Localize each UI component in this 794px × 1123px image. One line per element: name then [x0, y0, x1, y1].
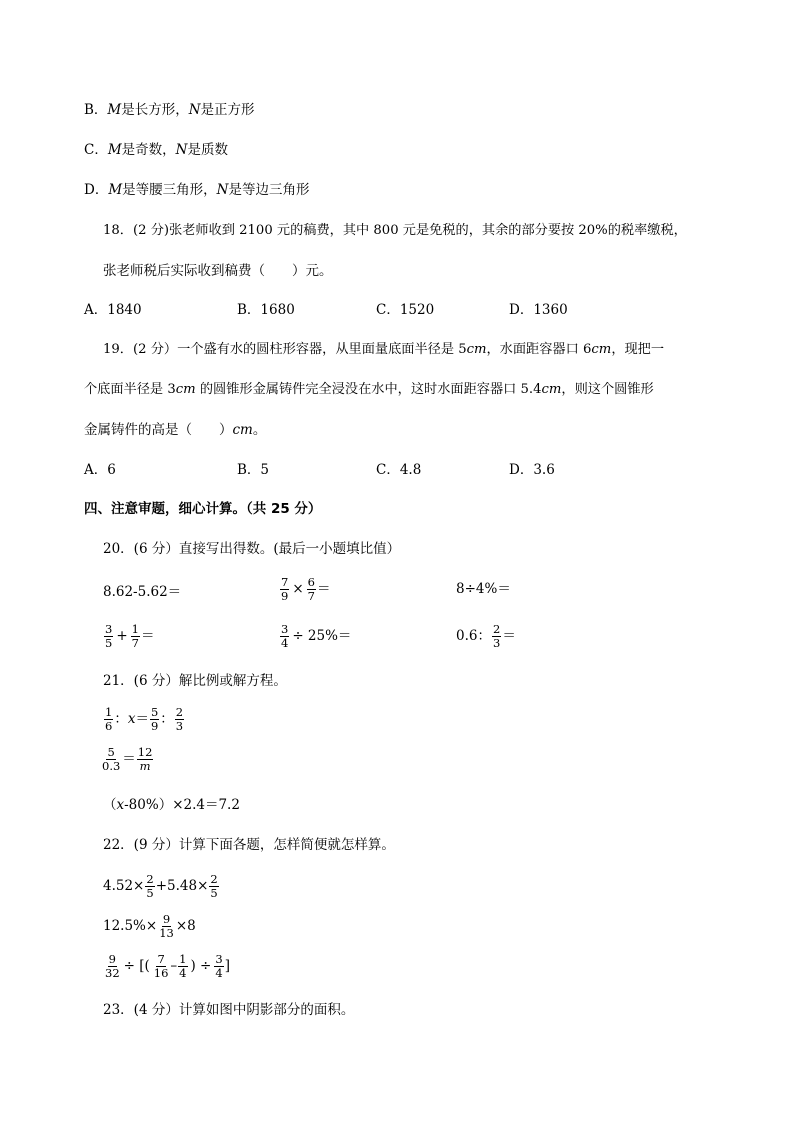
q21-title: 21．(6 分）解比例或解方程。 — [103, 673, 287, 689]
q20-expr-6: 0.6： $\frac{2}{3}$ ＝ — [456, 622, 516, 650]
q21-expr-3: （x-80%）×2.4＝7.2 — [103, 797, 240, 813]
q18-option-b: B．1680 — [237, 302, 295, 318]
q17-option-b: B．M是长方形，N是正方形 — [84, 102, 255, 118]
q18-option-d: D．1360 — [509, 302, 568, 318]
q20-expr-1: 8.62-5.62＝ — [103, 584, 182, 600]
q22-expr-2: 12.5%× $\frac{9}{13}$ ×8 — [103, 912, 196, 940]
q21-expr-1: $\frac{1}{6}$ ：x＝ $\frac{5}{9}$ ： $\frac{2}{3}$ — [105, 705, 184, 733]
section-four-title: 四、注意审题，细心计算。（共 25 分） — [84, 501, 322, 517]
q20-expr-4: $\frac{3}{5}$ + $\frac{1}{7}$ ＝ — [105, 622, 155, 650]
q18-stem-line1: 18．(2 分)张老师收到 2100 元的稿费，其中 800 元是免税的，其余的部分要按 20%的税率缴税， — [103, 223, 687, 238]
q20-expr-5: $\frac{3}{4}$ ÷ 25%＝ — [281, 622, 352, 650]
q21-expr-2: $\frac{5}{0.3}$ ＝ $\frac{12}{m}$ — [102, 745, 153, 773]
q18-stem-line2: 张老师税后实际收到稿费（ ）元。 — [103, 263, 333, 279]
q22-expr-3: $\frac{9}{32}$ ÷ [( $\frac{7}{16}$ – $\frac{1}{4}$ ) ÷ $\frac{3}{4}$ ] — [105, 952, 230, 980]
q18-option-c: C．1520 — [376, 302, 435, 318]
q20-expr-3: 8÷4%＝ — [456, 581, 511, 597]
q19-stem-line3: 金属铸件的高是（ ）cm。 — [84, 422, 267, 438]
q17-option-d: D．M是等腰三角形，N是等边三角形 — [84, 182, 310, 198]
q22-expr-1: 4.52× $\frac{2}{5}$ +5.48× $\frac{2}{5}$ — [103, 872, 218, 900]
q20-expr-2: $\frac{7}{9}$ × $\frac{6}{7}$ ＝ — [281, 575, 331, 603]
q19-stem-line2: 个底面半径是 3cm 的圆锥形金属铸件完全浸没在水中，这时水面距容器口 5.4cm，则这个圆锥形 — [84, 382, 654, 397]
q17-option-c: C．M是奇数，N是质数 — [84, 142, 228, 158]
q23-title: 23．(4 分）计算如图中阴影部分的面积。 — [103, 1002, 355, 1018]
q19-stem-line1: 19．(2 分）一个盛有水的圆柱形容器，从里面量底面半径是 5cm，水面距容器口 6cm，现把一 — [103, 342, 665, 357]
q19-option-d: D．3.6 — [509, 462, 555, 478]
q20-title: 20．(6 分）直接写出得数。(最后一小题填比值） — [103, 541, 401, 557]
q19-option-b: B．5 — [237, 462, 270, 478]
q19-option-c: C．4.8 — [376, 462, 422, 478]
q22-title: 22．(9 分）计算下面各题，怎样简便就怎样算。 — [103, 837, 395, 853]
q19-option-a: A．6 — [84, 462, 116, 478]
q18-option-a: A．1840 — [84, 302, 142, 318]
